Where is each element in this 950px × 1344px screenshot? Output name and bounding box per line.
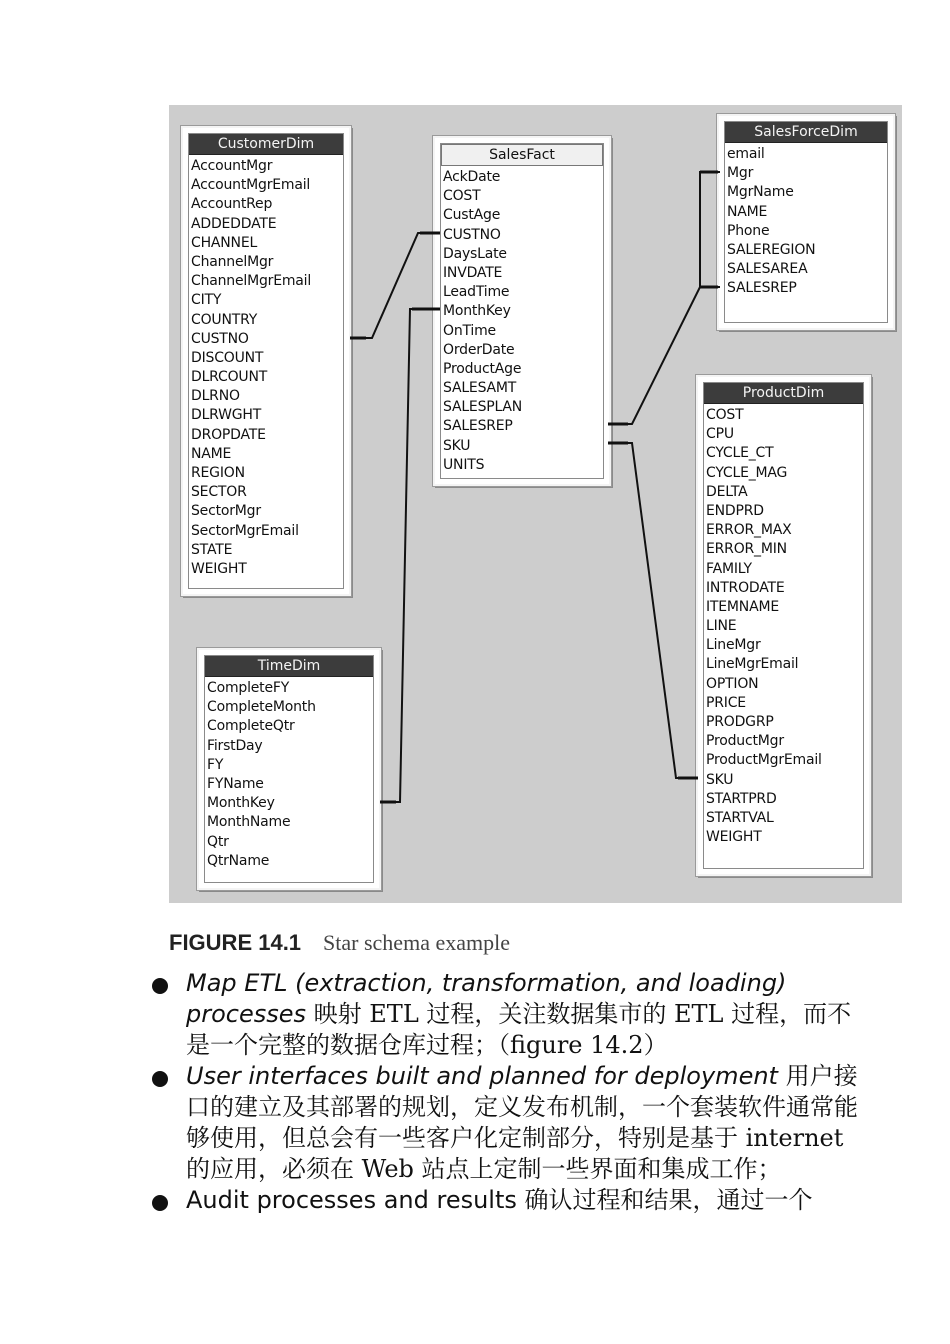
bullet-heading: Audit processes and results bbox=[186, 1186, 517, 1214]
field-leadtime: LeadTime bbox=[443, 284, 510, 301]
field-itemname: ITEMNAME bbox=[706, 598, 779, 615]
field-dlrno: DLRNO bbox=[191, 388, 240, 405]
salesforce-dim-fields bbox=[725, 143, 887, 299]
sales-fact-table bbox=[433, 136, 611, 486]
field-city: CITY bbox=[191, 292, 222, 309]
field-dlrcount: DLRCOUNT bbox=[191, 369, 268, 386]
field-dayslate: DaysLate bbox=[443, 245, 507, 262]
field-introdate: INTRODATE bbox=[706, 579, 785, 596]
field-salesamt: SALESAMT bbox=[443, 380, 517, 397]
field-monthname: MonthName bbox=[207, 814, 291, 831]
field-addeddate: ADDEDDATE bbox=[191, 215, 277, 232]
field-custno: CUSTNO bbox=[191, 330, 249, 347]
bullet-heading: User interfaces built and planned for deployment bbox=[186, 1062, 778, 1090]
field-email: email bbox=[727, 146, 765, 162]
customer-dim-table bbox=[181, 126, 351, 596]
field-custno: CUSTNO bbox=[443, 226, 501, 243]
bullet-text: 确认过程和结果，通过一个 bbox=[516, 1186, 813, 1214]
field-sectormgr: SectorMgr bbox=[191, 503, 261, 520]
field-phone: Phone bbox=[727, 222, 770, 239]
field-startval: STARTVAL bbox=[706, 809, 774, 826]
field-startprd: STARTPRD bbox=[706, 790, 777, 807]
field-delta: DELTA bbox=[706, 483, 748, 500]
field-salesarea: SALESAREA bbox=[727, 261, 808, 278]
field-productmgremail: ProductMgrEmail bbox=[706, 752, 822, 769]
field-channel: CHANNEL bbox=[191, 234, 258, 251]
field-ontime: OnTime bbox=[443, 322, 496, 339]
field-firstday: FirstDay bbox=[207, 737, 263, 754]
field-channelmgr: ChannelMgr bbox=[191, 253, 274, 270]
field-mgrname: MgrName bbox=[727, 184, 794, 201]
field-saleregion: SALEREGION bbox=[727, 241, 816, 258]
bullet-icon bbox=[152, 1071, 168, 1087]
field-name: NAME bbox=[727, 203, 768, 220]
field-price: PRICE bbox=[706, 694, 746, 711]
field-cycle-mag: CYCLE_MAG bbox=[706, 464, 788, 481]
field-line: LINE bbox=[706, 618, 737, 635]
field-channelmgremail: ChannelMgrEmail bbox=[191, 273, 312, 290]
field-monthkey: MonthKey bbox=[443, 303, 511, 320]
sales-fact-title: SalesFact bbox=[441, 144, 603, 166]
field-completeqtr: CompleteQtr bbox=[207, 718, 295, 735]
bullet-heading: Map ETL (extraction, transformation, and loading) processes bbox=[186, 969, 787, 1028]
field-fyname: FYName bbox=[207, 775, 264, 792]
salesforce-dim-table bbox=[717, 114, 895, 330]
field-mgr: Mgr bbox=[727, 165, 754, 182]
field-linemgremail: LineMgrEmail bbox=[706, 656, 799, 673]
field-accountmgr: AccountMgr bbox=[191, 158, 273, 174]
field-dlrwght: DLRWGHT bbox=[191, 407, 262, 424]
field-orderdate: OrderDate bbox=[443, 341, 515, 358]
field-family: FAMILY bbox=[706, 560, 752, 577]
field-sectormgremail: SectorMgrEmail bbox=[191, 522, 299, 539]
product-dim-fields bbox=[704, 404, 863, 847]
field-weight: WEIGHT bbox=[191, 560, 247, 577]
bullet-text: 映射 ETL 过程，关注数据集市的 ETL 过程，而不是一个完整的数据仓库过程；（figure 14.2） bbox=[186, 1000, 852, 1059]
field-error-min: ERROR_MIN bbox=[706, 541, 787, 558]
bullet-icon bbox=[152, 1195, 168, 1211]
time-dim-table bbox=[197, 648, 381, 890]
field-fy: FY bbox=[207, 756, 224, 773]
customer-dim-fields bbox=[189, 155, 343, 579]
list-item bbox=[152, 968, 872, 1061]
field-completemonth: CompleteMonth bbox=[207, 699, 316, 716]
field-cycle-ct: CYCLE_CT bbox=[706, 445, 774, 462]
field-qtrname: QtrName bbox=[207, 852, 270, 869]
field-ackdate: AckDate bbox=[443, 169, 501, 185]
field-invdate: INVDATE bbox=[443, 264, 503, 281]
field-salesrep: SALESREP bbox=[443, 418, 513, 435]
salesforce-dim-title: SalesForceDim bbox=[725, 122, 887, 143]
field-accountmgremail: AccountMgrEmail bbox=[191, 177, 311, 194]
field-sector: SECTOR bbox=[191, 484, 247, 501]
field-salesplan: SALESPLAN bbox=[443, 399, 523, 416]
field-sku: SKU bbox=[706, 771, 734, 788]
field-salesrep: SALESREP bbox=[727, 280, 797, 297]
figure-caption-text: Star schema example bbox=[323, 930, 510, 955]
field-country: COUNTRY bbox=[191, 311, 258, 328]
figure-number: FIGURE 14.1 bbox=[169, 930, 302, 955]
field-custage: CustAge bbox=[443, 207, 501, 224]
field-accountrep: AccountRep bbox=[191, 196, 273, 213]
sales-fact-fields bbox=[441, 166, 603, 475]
field-weight: WEIGHT bbox=[706, 829, 762, 846]
field-cpu: CPU bbox=[706, 426, 734, 443]
field-discount: DISCOUNT bbox=[191, 349, 264, 366]
time-dim-title: TimeDim bbox=[205, 656, 373, 677]
field-prodgrp: PRODGRP bbox=[706, 714, 774, 730]
field-productmgr: ProductMgr bbox=[706, 733, 784, 750]
list-item bbox=[152, 1185, 872, 1216]
field-cost: COST bbox=[706, 407, 744, 423]
field-state: STATE bbox=[191, 541, 233, 558]
product-dim-table bbox=[696, 375, 871, 876]
figure-caption bbox=[169, 930, 510, 956]
field-error-max: ERROR_MAX bbox=[706, 522, 792, 539]
field-sku: SKU bbox=[443, 437, 471, 454]
field-completefy: CompleteFY bbox=[207, 680, 290, 696]
bullet-text: 用户接口的建立及其部署的规划，定义发布机制，一个套装软件通常能够使用，但总会有一些客户化定制部分，特别是基于 internet 的应用，必须在 Web 站点上定制一些界面和集成工作； bbox=[186, 1062, 858, 1183]
field-name: NAME bbox=[191, 445, 232, 462]
field-option: OPTION bbox=[706, 675, 759, 692]
field-productage: ProductAge bbox=[443, 360, 522, 377]
field-linemgr: LineMgr bbox=[706, 637, 761, 654]
field-dropdate: DROPDATE bbox=[191, 426, 266, 443]
time-dim-fields bbox=[205, 677, 373, 871]
field-region: REGION bbox=[191, 465, 245, 481]
bullet-icon bbox=[152, 978, 168, 994]
customer-dim-title: CustomerDim bbox=[189, 134, 343, 155]
field-units: UNITS bbox=[443, 456, 485, 473]
field-qtr: Qtr bbox=[207, 833, 229, 850]
field-cost: COST bbox=[443, 188, 481, 205]
field-endprd: ENDPRD bbox=[706, 502, 764, 519]
product-dim-title: ProductDim bbox=[704, 383, 863, 404]
field-monthkey: MonthKey bbox=[207, 795, 275, 812]
list-item bbox=[152, 1061, 872, 1185]
bullet-list bbox=[152, 968, 872, 1216]
